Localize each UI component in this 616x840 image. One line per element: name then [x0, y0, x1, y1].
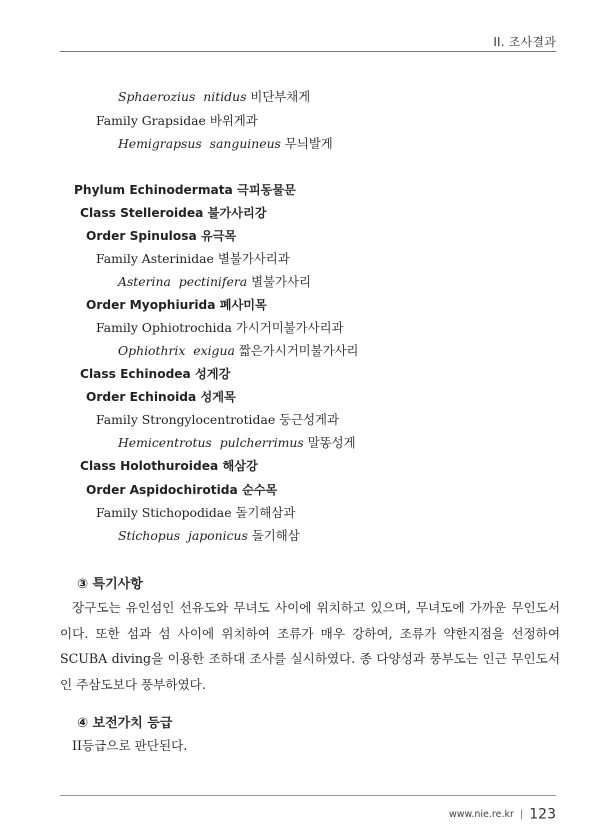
- rank-label: Family: [96, 412, 138, 427]
- korean-name: 불가사리강: [207, 206, 267, 220]
- korean-name: 폐사미목: [219, 298, 267, 312]
- rank-label: Family: [96, 505, 138, 520]
- rank-label: Family: [96, 113, 138, 128]
- taxon-class: [80, 458, 258, 474]
- scientific-name: Asterina pectinifera: [118, 274, 248, 289]
- taxon-order: [86, 389, 236, 405]
- conservation-paragraph: II등급으로 판단된다.: [72, 738, 188, 753]
- korean-name: 가시거미불가사리과: [235, 320, 344, 335]
- scientific-name: Asterinidae: [141, 251, 214, 266]
- scientific-name: Stelleroidea: [120, 206, 204, 220]
- korean-name: 별불가사리과: [217, 251, 290, 266]
- taxon-species: [118, 274, 311, 290]
- taxon-family: [96, 320, 344, 336]
- rank-label: Class: [80, 459, 116, 473]
- scientific-name: Stichopus japonicus: [118, 528, 248, 543]
- rank-label: Class: [80, 367, 116, 381]
- taxon-species: [118, 528, 300, 544]
- scientific-name: Grapsidae: [141, 113, 206, 128]
- rank-label: Class: [80, 206, 116, 220]
- korean-name: 바위게과: [209, 113, 258, 128]
- rank-label: Order: [86, 229, 126, 243]
- korean-name: 별불가사리: [251, 274, 311, 289]
- taxon-species: [118, 89, 310, 105]
- korean-name: 돌기해삼과: [235, 505, 296, 520]
- rank-label: Family: [96, 320, 138, 335]
- section-header: II. 조사결과: [493, 35, 556, 49]
- korean-name: 성게강: [195, 367, 231, 381]
- rank-label: Phylum: [74, 183, 126, 197]
- taxon-species: [118, 136, 333, 152]
- taxon-family: [96, 505, 295, 521]
- scientific-name: Echinoida: [129, 390, 197, 404]
- korean-name: 말똥성게: [307, 435, 356, 450]
- korean-name: 돌기해삼: [251, 528, 300, 543]
- website-url[interactable]: www.nie.re.kr: [448, 809, 514, 820]
- footer-separator: |: [519, 809, 524, 820]
- taxon-species: [118, 343, 359, 359]
- taxon-family: [96, 251, 290, 267]
- taxon-species: [118, 435, 356, 451]
- rank-label: Order: [86, 483, 126, 497]
- korean-name: 둥근성게과: [279, 412, 339, 427]
- taxon-order: [86, 297, 267, 313]
- scientific-name: Ophiotrochida: [141, 320, 232, 335]
- korean-name: 유극목: [200, 229, 237, 243]
- page-footer: [449, 804, 556, 823]
- scientific-name: Aspidochirotida: [129, 483, 238, 497]
- scientific-name: Holothuroidea: [120, 459, 219, 473]
- taxon-family: [96, 113, 258, 129]
- taxon-phylum: [74, 182, 296, 198]
- korean-name: 순수목: [241, 483, 278, 497]
- header-divider: [60, 51, 556, 52]
- korean-name: 비단부채게: [250, 89, 311, 104]
- scientific-name: Spinulosa: [129, 229, 197, 243]
- features-paragraph: 장구도는 유인섬인 선유도와 무녀도 사이에 위치하고 있으며, 무녀도에 가까운 무인도서이다. 또한 섬과 섬 사이에 위치하여 조류가 매우 강하여, 조류가 약한지점을 선정하여 SCUBA diving을 이용한 조하대 조사를 실시하였다. 종 다양성과 풍부도는 인근 무인도서인 주삼도보다 풍부하였다.: [60, 600, 560, 692]
- korean-name: 짧은가시거미불가사리: [238, 343, 359, 358]
- taxon-order: [86, 482, 277, 498]
- rank-label: Order: [86, 390, 126, 404]
- scientific-name: Hemicentrotus pulcherrimus: [118, 435, 304, 450]
- scientific-name: Myophiurida: [129, 298, 216, 312]
- features-heading: ③ 특기사항: [77, 577, 143, 592]
- rank-label: Family: [96, 251, 138, 266]
- scientific-name: Echinodea: [120, 367, 191, 381]
- taxon-class: [80, 366, 230, 382]
- scientific-name: Echinodermata: [129, 183, 233, 197]
- korean-name: 성게목: [200, 390, 236, 404]
- scientific-name: Strongylocentrotidae: [141, 412, 276, 427]
- page-number: 123: [529, 806, 556, 823]
- korean-name: 무늬발게: [284, 136, 333, 151]
- scientific-name: Sphaerozius nitidus: [118, 89, 247, 104]
- korean-name: 해삼강: [222, 459, 258, 473]
- scientific-name: Stichopodidae: [141, 505, 232, 520]
- taxon-family: [96, 412, 339, 428]
- footer-divider: [60, 795, 556, 796]
- korean-name: 극피동물문: [237, 183, 296, 197]
- taxon-order: [86, 228, 236, 244]
- rank-label: Order: [86, 298, 126, 312]
- scientific-name: Hemigrapsus sanguineus: [118, 136, 281, 151]
- scientific-name: Ophiothrix exigua: [118, 343, 235, 358]
- taxon-class: [80, 205, 267, 221]
- conservation-heading: ④ 보전가치 등급: [77, 716, 173, 731]
